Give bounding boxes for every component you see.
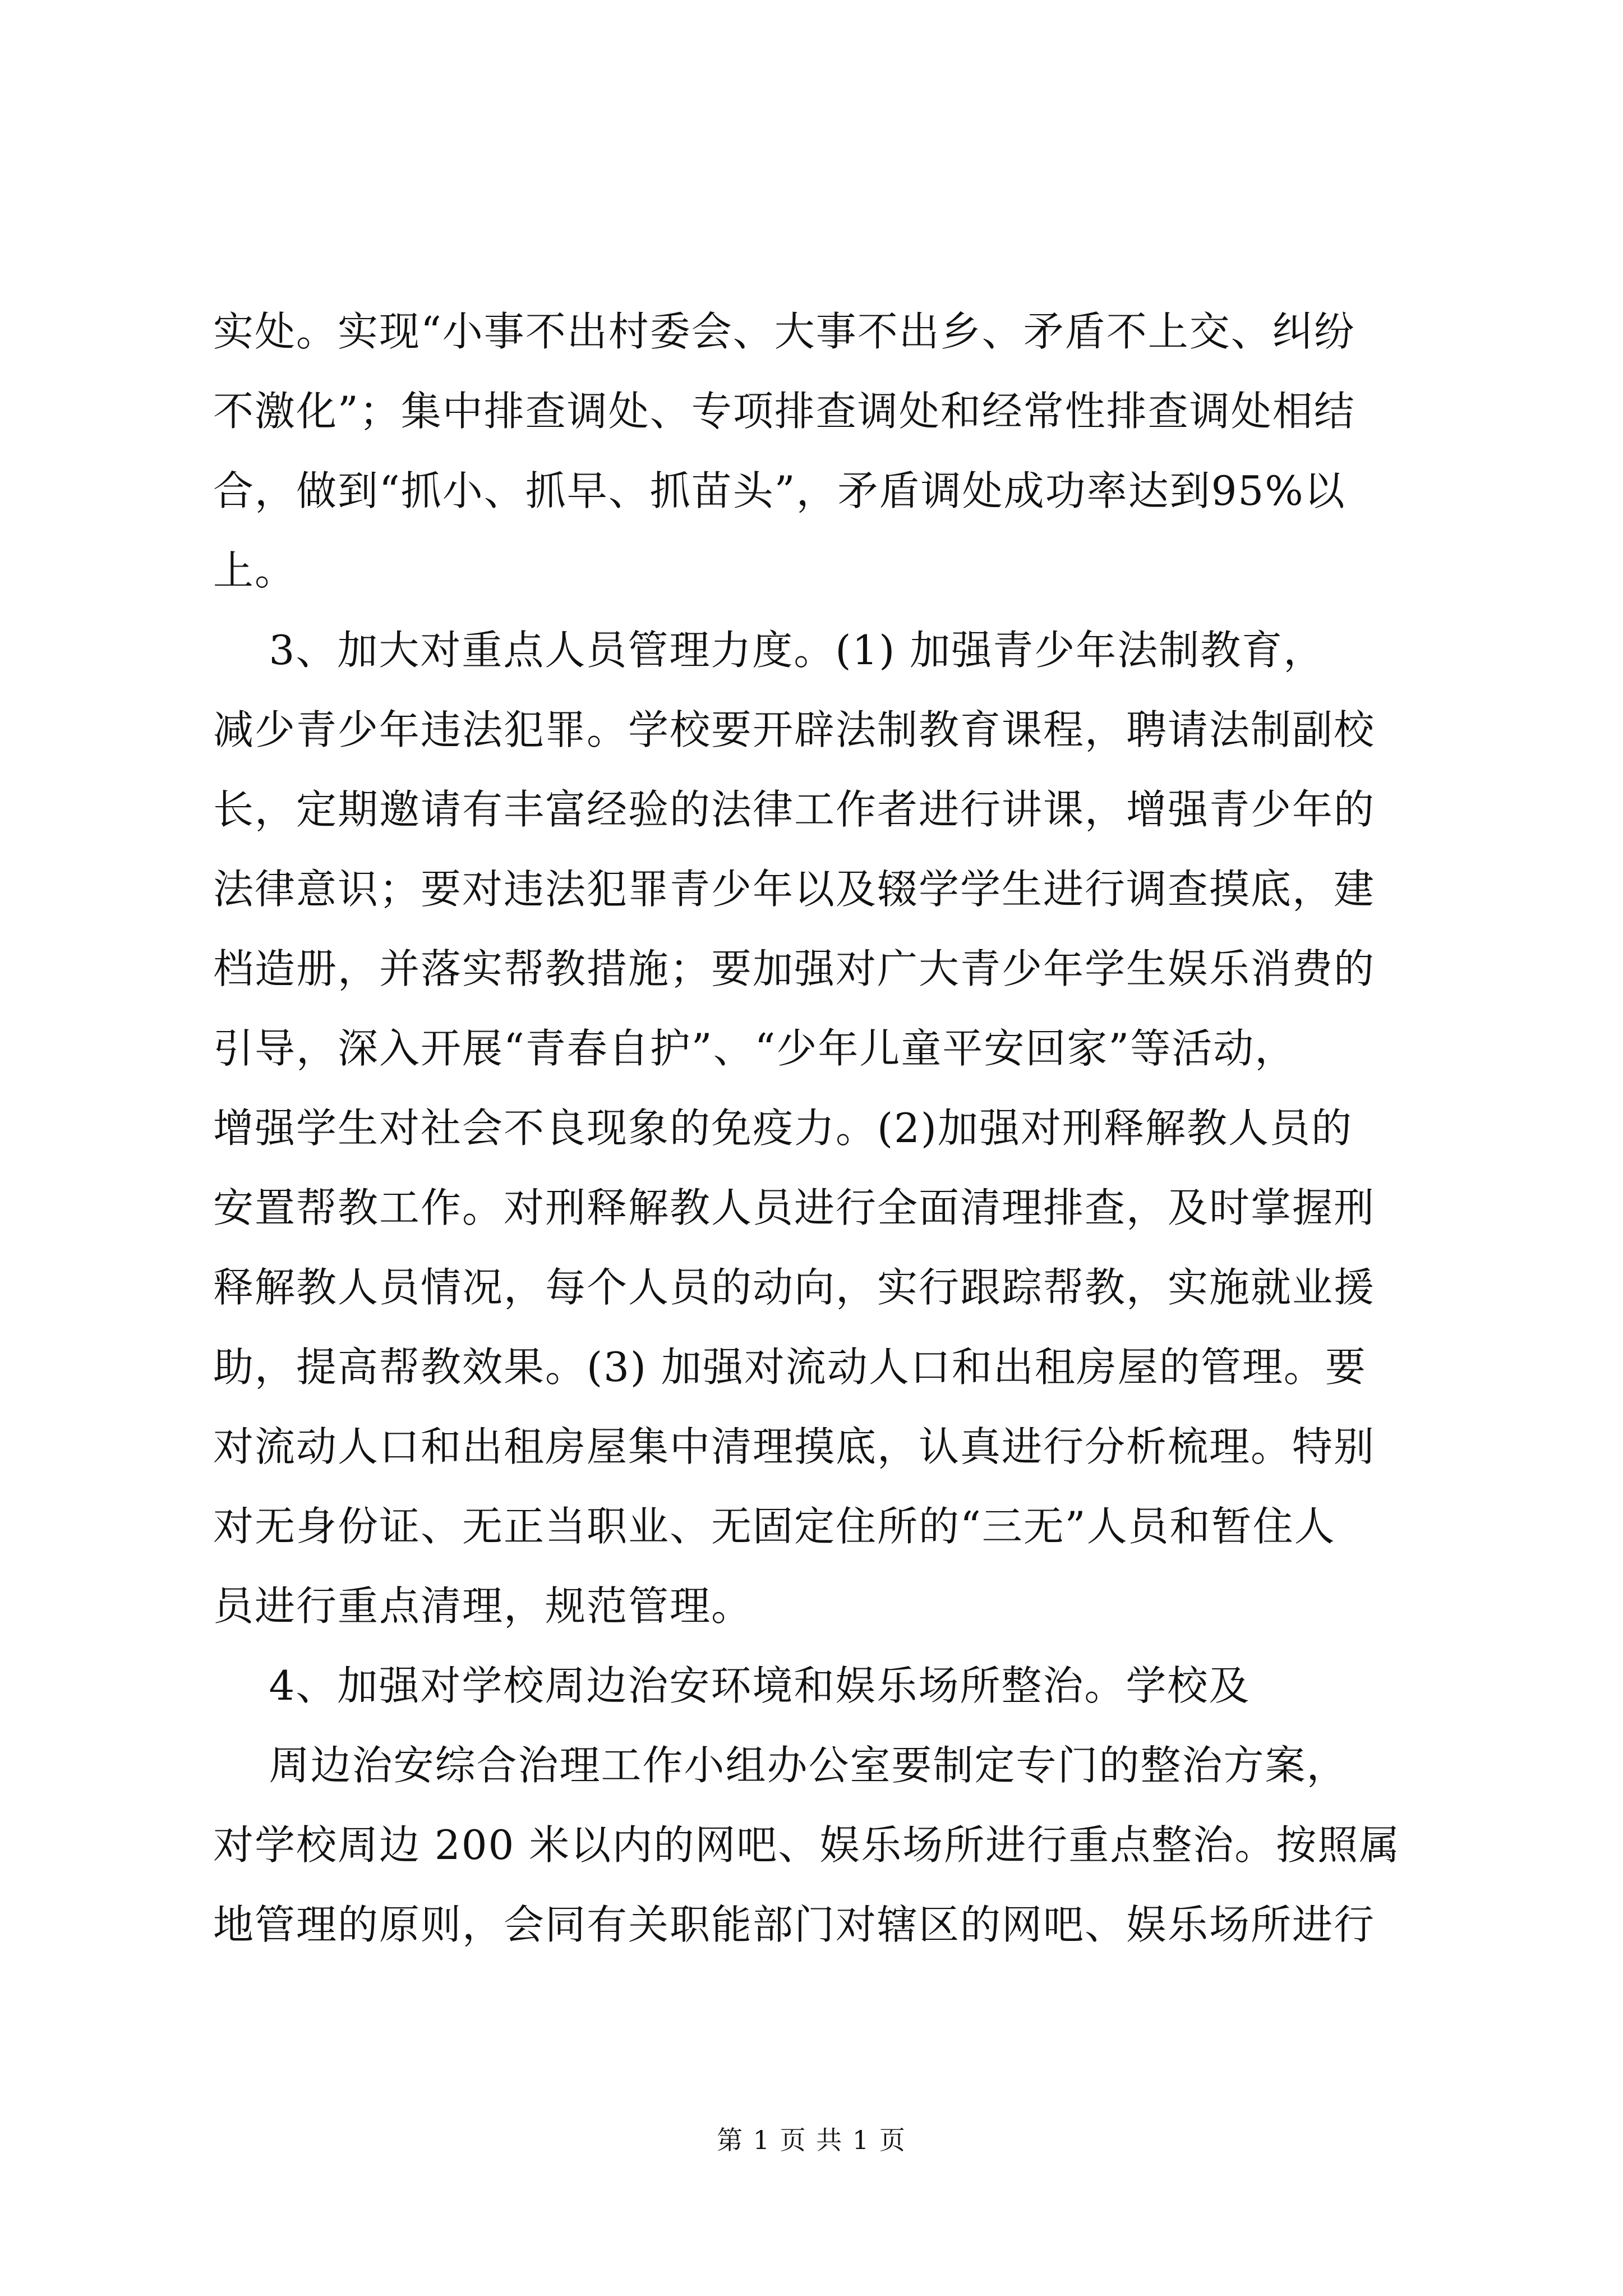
text-line: 法律意识；要对违法犯罪青少年以及辍学学生进行调查摸底，建 (213, 866, 1376, 913)
text-line: 增强学生对社会不良现象的免疫力。(2)加强对刑释解教人员的 (213, 1105, 1353, 1152)
text-line: 对学校周边 200 米以内的网吧、娱乐场所进行重点整治。按照属 (213, 1821, 1401, 1869)
text-line: 助，提高帮教效果。(3) 加强对流动人口和出租房屋的管理。要 (213, 1343, 1367, 1391)
text-line: 4、加强对学校周边治安环境和娱乐场所整治。学校及 (213, 1662, 1251, 1709)
text-line: 长，定期邀请有丰富经验的法律工作者进行讲课，增强青少年的 (213, 786, 1376, 833)
text-line: 上。 (213, 547, 297, 594)
text-line: 不激化”；集中排查调处、专项排查调处和经常性排查调处相结 (213, 388, 1355, 435)
text-line: 员进行重点清理，规范管理。 (213, 1582, 753, 1630)
text-line: 对无身份证、无正当职业、无固定住所的“三无”人员和暂住人 (213, 1503, 1336, 1550)
text-line: 实处。实现“小事不出村委会、大事不出乡、矛盾不上交、纠纷 (213, 308, 1355, 355)
text-line: 地管理的原则，会同有关职能部门对辖区的网吧、娱乐场所进行 (213, 1901, 1376, 1948)
text-line: 安置帮教工作。对刑释解教人员进行全面清理排查，及时掌握刑 (213, 1184, 1376, 1231)
text-line: 减少青少年违法犯罪。学校要开辟法制教育课程，聘请法制副校 (213, 706, 1376, 753)
text-line: 周边治安综合治理工作小组办公室要制定专门的整治方案， (213, 1742, 1348, 1789)
text-line: 档造册，并落实帮教措施；要加强对广大青少年学生娱乐消费的 (213, 945, 1376, 992)
text-line: 释解教人员情况，每个人员的动向，实行跟踪帮教，实施就业援 (213, 1264, 1376, 1311)
text-line: 引导，深入开展“青春自护”、“少年儿童平安回家”等活动， (213, 1025, 1297, 1072)
text-line: 合，做到“抓小、抓早、抓苗头”，矛盾调处成功率达到95%以 (213, 467, 1346, 514)
text-line: 对流动人口和出租房屋集中清理摸底，认真进行分析梳理。特别 (213, 1423, 1376, 1470)
page-footer: 第 1 页 共 1 页 (717, 2125, 906, 2155)
document-body (213, 292, 1413, 1964)
text-line: 3、加大对重点人员管理力度。(1) 加强青少年法制教育， (213, 627, 1325, 674)
